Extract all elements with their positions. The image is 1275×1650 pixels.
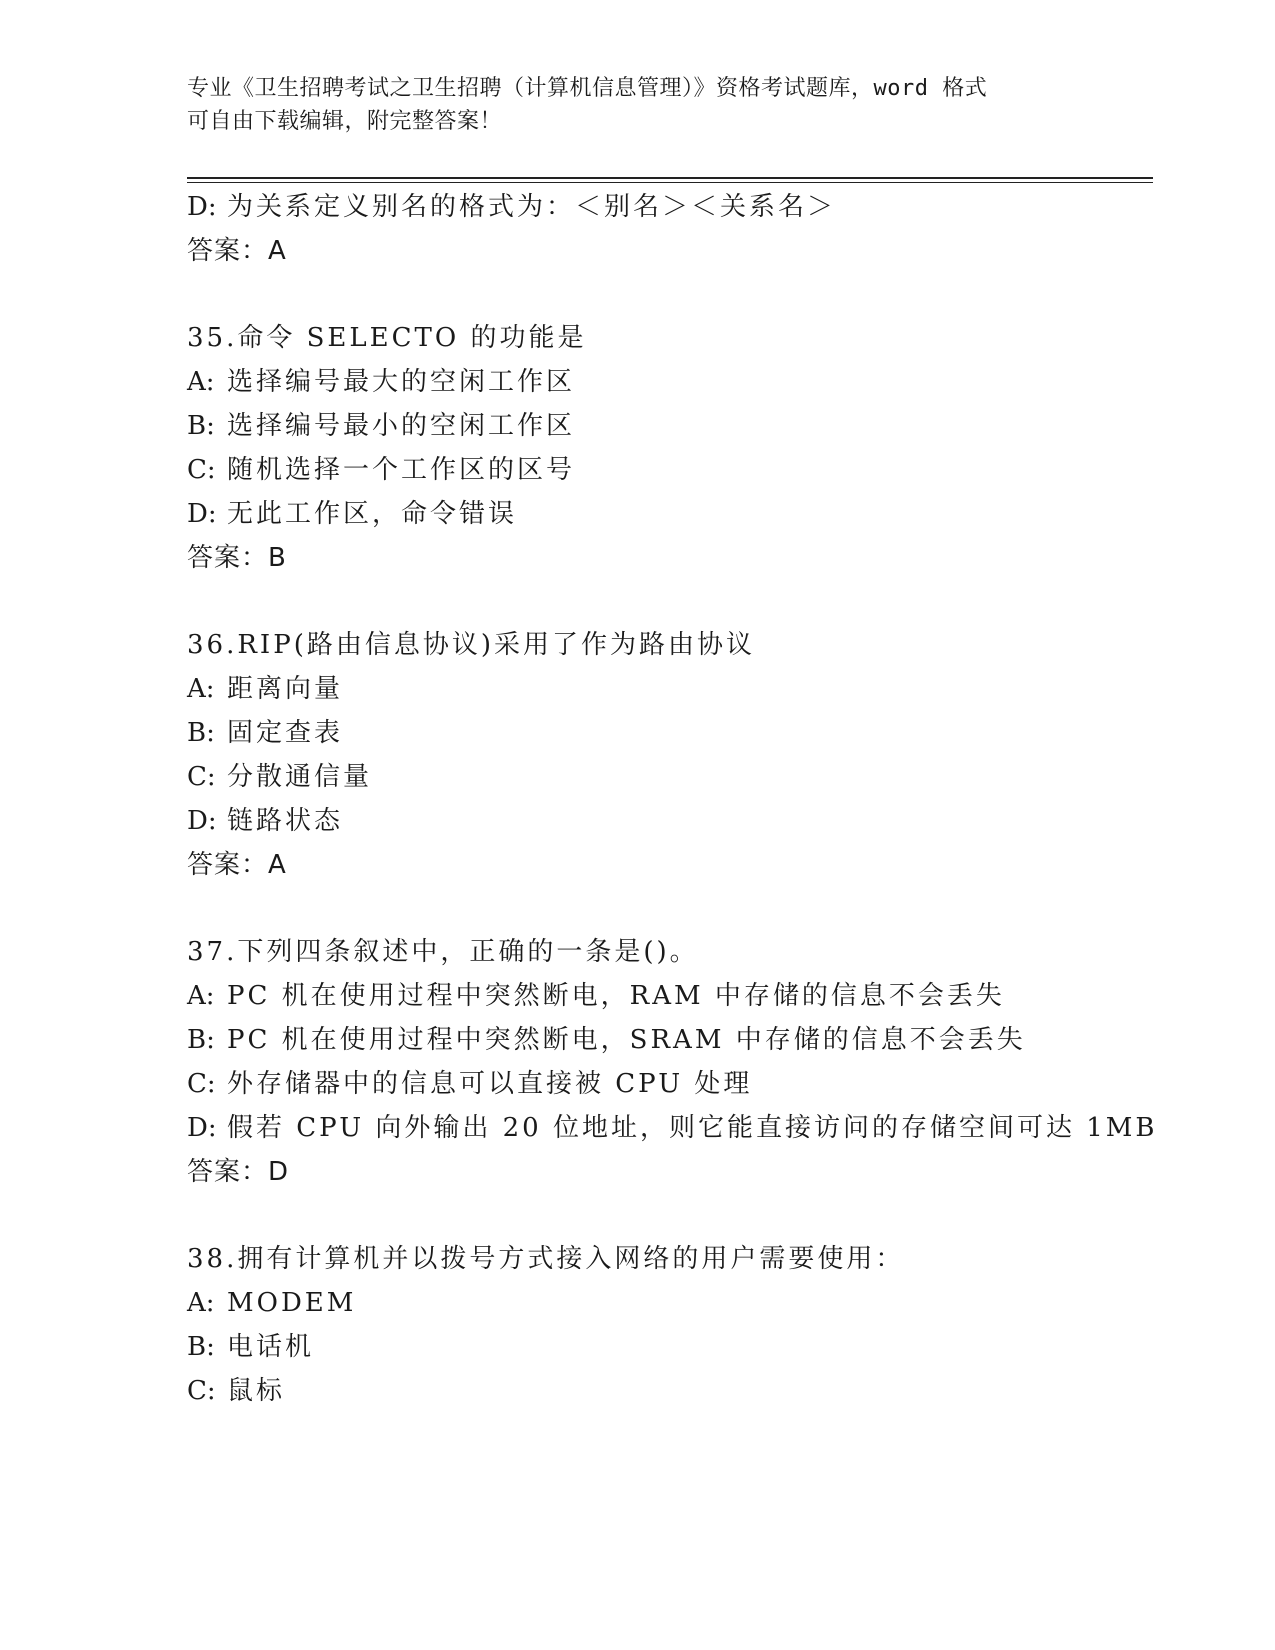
option-text: MODEM [227, 1288, 357, 1318]
question-36-option-c [187, 761, 372, 793]
header-divider-thin [187, 182, 1153, 183]
question-37-option-c [187, 1068, 752, 1100]
option-text: 无此工作区，命令错误 [227, 499, 518, 529]
question-36-option-b [187, 717, 343, 749]
header-line-1: 专业《卫生招聘考试之卫生招聘（计算机信息管理）》资格考试题库，word 格式 [187, 76, 988, 101]
option-text: 鼠标 [227, 1376, 286, 1406]
question-37-option-d [187, 1112, 1158, 1144]
answer-fragment: 答案：A [187, 236, 287, 266]
option-text: 链路状态 [227, 806, 344, 836]
question-38-option-b [187, 1331, 314, 1363]
option-text: 随机选择一个工作区的区号 [227, 455, 576, 485]
option-prefix: A: [187, 674, 215, 704]
option-text: 为关系定义别名的格式为：＜别名＞＜关系名＞ [227, 192, 837, 222]
option-text: 电话机 [227, 1332, 315, 1362]
option-prefix: C: [187, 1376, 216, 1406]
question-37-option-b [187, 1024, 1026, 1056]
question-36-answer: 答案：A [187, 850, 287, 880]
option-text: PC 机在使用过程中突然断电，SRAM 中存储的信息不会丢失 [227, 1025, 1026, 1055]
header-line-2: 可自由下载编辑，附完整答案！ [187, 109, 503, 134]
option-text: 距离向量 [227, 674, 344, 704]
question-35-option-c [187, 454, 575, 486]
option-d-fragment [187, 191, 836, 223]
option-text: 假若 CPU 向外输出 20 位地址，则它能直接访问的存储空间可达 1MB [227, 1113, 1158, 1143]
question-38-stem: 38.拥有计算机并以拨号方式接入网络的用户需要使用： [187, 1244, 905, 1274]
question-35-option-a [187, 366, 575, 398]
option-prefix: A: [187, 367, 215, 397]
question-37-stem: 37.下列四条叙述中，正确的一条是()。 [187, 937, 699, 967]
document-header [187, 72, 1067, 138]
option-prefix: B: [187, 411, 215, 441]
question-37-answer: 答案：D [187, 1157, 290, 1187]
option-text: PC 机在使用过程中突然断电，RAM 中存储的信息不会丢失 [227, 981, 1005, 1011]
option-text: 分散通信量 [227, 762, 373, 792]
option-prefix: D: [187, 499, 217, 529]
option-prefix: C: [187, 455, 216, 485]
question-35-stem: 35.命令 SELECTO 的功能是 [187, 323, 587, 353]
question-35-option-b [187, 410, 575, 442]
option-text: 固定查表 [227, 718, 344, 748]
question-38-option-a [187, 1287, 356, 1319]
question-35-answer: 答案：B [187, 543, 287, 573]
option-prefix: D: [187, 192, 217, 222]
option-prefix: B: [187, 1332, 215, 1362]
option-prefix: A: [187, 1288, 215, 1318]
header-divider [187, 177, 1153, 179]
question-36-option-a [187, 673, 343, 705]
option-prefix: B: [187, 718, 215, 748]
option-prefix: A: [187, 981, 215, 1011]
option-prefix: C: [187, 1069, 216, 1099]
option-prefix: B: [187, 1025, 215, 1055]
question-35-option-d [187, 498, 517, 530]
question-36-option-d [187, 805, 343, 837]
question-36-stem: 36.RIP(路由信息协议)采用了作为路由协议 [187, 630, 755, 660]
option-text: 选择编号最大的空闲工作区 [227, 367, 576, 397]
option-text: 外存储器中的信息可以直接被 CPU 处理 [227, 1069, 753, 1099]
question-37-option-a [187, 980, 1005, 1012]
option-prefix: D: [187, 806, 217, 836]
option-prefix: C: [187, 762, 216, 792]
option-text: 选择编号最小的空闲工作区 [227, 411, 576, 441]
option-prefix: D: [187, 1113, 217, 1143]
question-38-option-c [187, 1375, 285, 1407]
